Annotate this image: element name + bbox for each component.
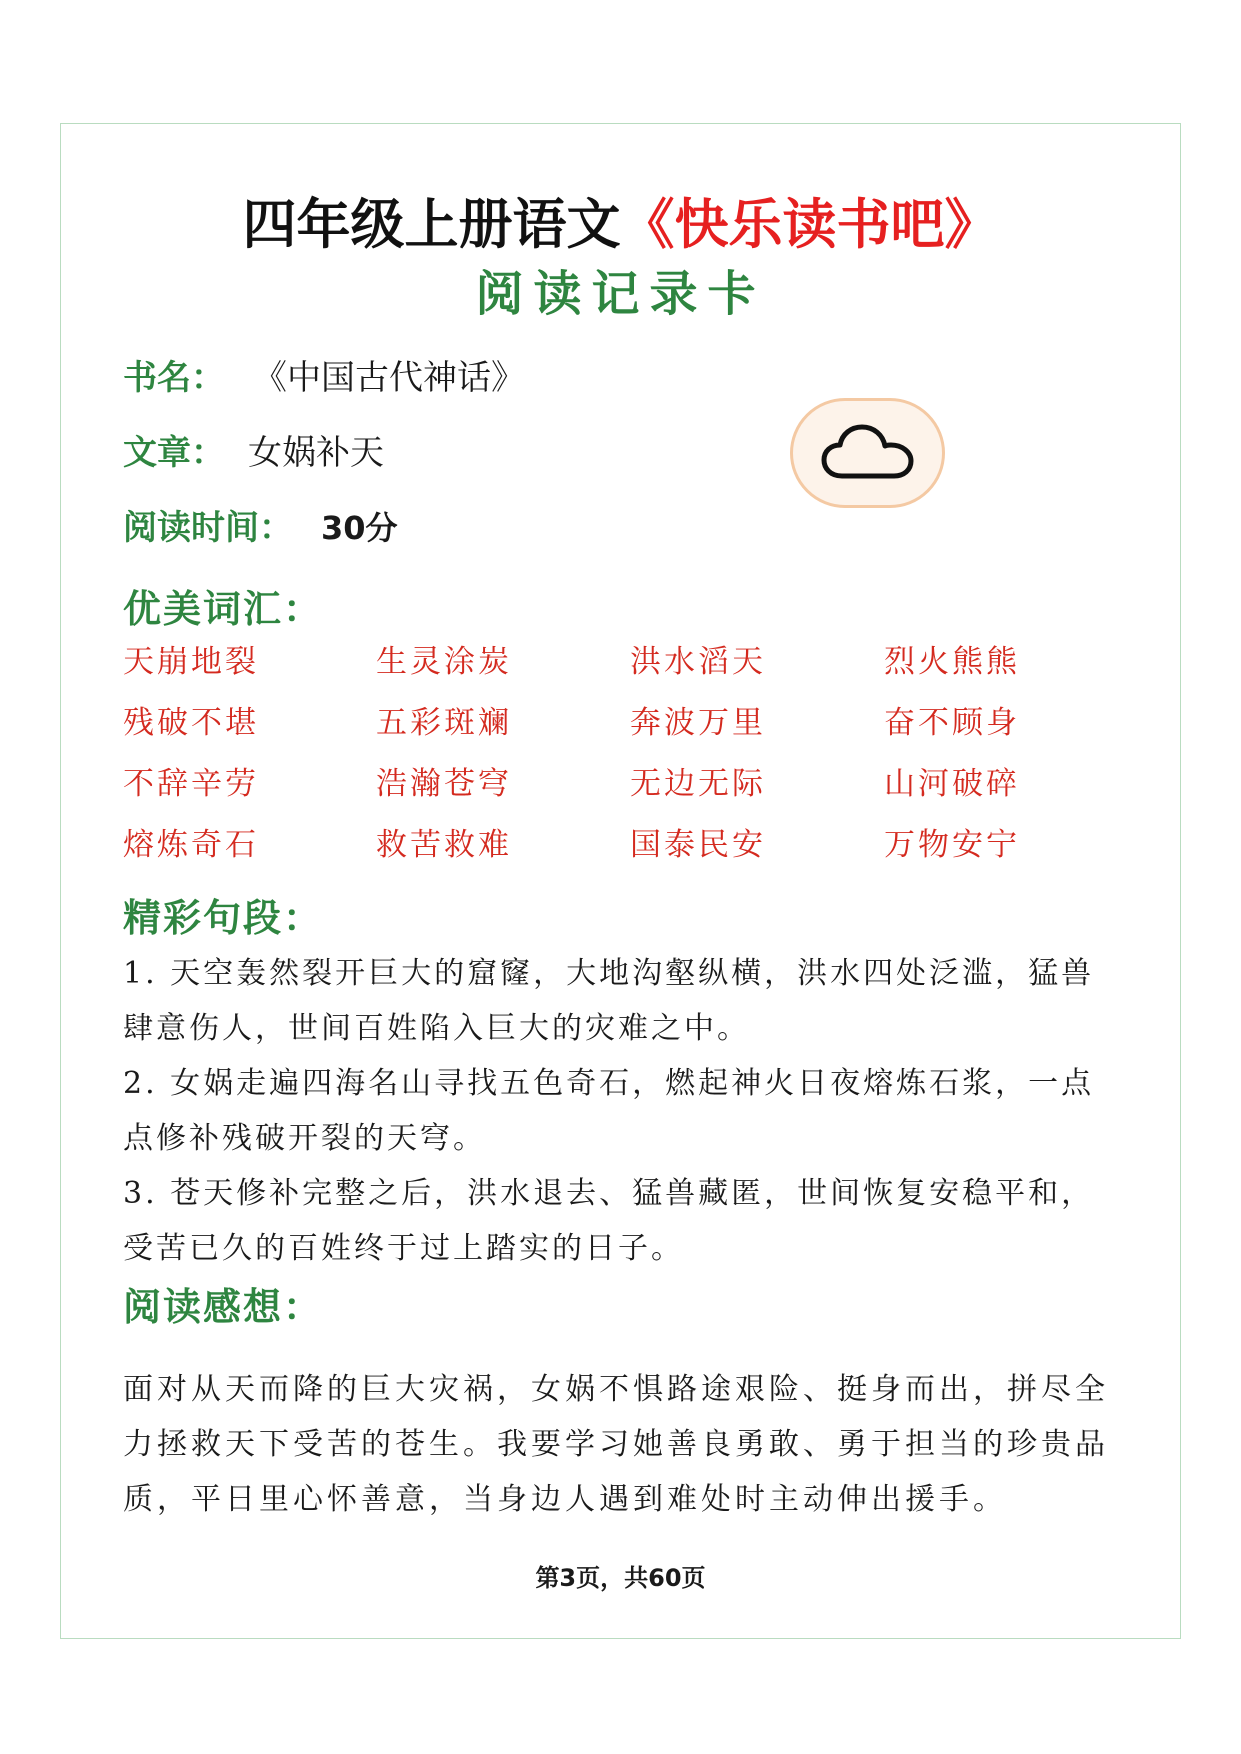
passage-3: 3. 苍天修补完整之后，洪水退去、猛兽藏匿，世间恢复安稳平和，受苦已久的百姓终于过上踏实的日子。	[123, 1176, 1095, 1266]
page-number: 第3页，共60页	[535, 1564, 706, 1592]
reflection-text: 面对从天而降的巨大灾祸，女娲不惧路途艰险、挺身而出，拼尽全力拯救天下受苦的苍生。我要学习她善良勇敢、勇于担当的珍贵品质，平日里心怀善意，当身边人遇到难处时主动伸出援手。	[123, 1372, 1109, 1517]
article-label: 文章：	[123, 433, 225, 473]
vocab-item: 奋不顾身	[884, 705, 1020, 741]
vocab-item: 熔炼奇石	[123, 827, 259, 863]
vocab-heading: 优美词汇：	[123, 586, 324, 631]
book-row	[123, 355, 525, 401]
vocab-item: 生灵涂炭	[376, 644, 512, 680]
passage-2: 2. 女娲走遍四海名山寻找五色奇石，燃起神火日夜熔炼石浆，一点点修补残破开裂的天穹。	[123, 1066, 1095, 1156]
vocab-item: 救苦救难	[376, 827, 512, 863]
time-row	[123, 505, 398, 551]
cloud-badge	[790, 398, 945, 508]
vocab-item: 山河破碎	[884, 766, 1020, 802]
time-label: 阅读时间：	[123, 508, 293, 548]
vocab-item: 浩瀚苍穹	[376, 766, 512, 802]
time-value: 30分	[321, 509, 398, 547]
vocab-item: 奔波万里	[630, 705, 766, 741]
title-highlight: 《快乐读书吧》	[620, 193, 999, 256]
vocab-item: 洪水滔天	[630, 644, 766, 680]
vocab-item: 不辞辛劳	[123, 766, 259, 802]
vocab-item: 烈火熊熊	[884, 644, 1020, 680]
vocab-item: 万物安宁	[884, 827, 1020, 863]
vocab-item: 无边无际	[630, 766, 766, 802]
vocab-item: 五彩斑斓	[376, 705, 512, 741]
page-subtitle: 阅读记录卡	[475, 266, 766, 322]
vocab-item: 天崩地裂	[123, 644, 259, 680]
page-title	[0, 190, 1241, 260]
vocab-item: 残破不堪	[123, 705, 259, 741]
article-row	[123, 430, 384, 476]
book-label: 书名：	[123, 358, 225, 398]
cloud-icon	[820, 420, 916, 486]
book-value: 《中国古代神话》	[253, 358, 525, 398]
article-value: 女娲补天	[248, 433, 384, 473]
passages-heading: 精彩句段：	[123, 895, 324, 940]
title-main: 四年级上册语文	[242, 193, 621, 256]
passage-1: 1. 天空轰然裂开巨大的窟窿，大地沟壑纵横，洪水四处泛滥，猛兽肆意伤人，世间百姓陷入巨大的灾难之中。	[123, 956, 1095, 1046]
vocab-item: 国泰民安	[630, 827, 766, 863]
reflection-heading: 阅读感想：	[123, 1284, 324, 1329]
